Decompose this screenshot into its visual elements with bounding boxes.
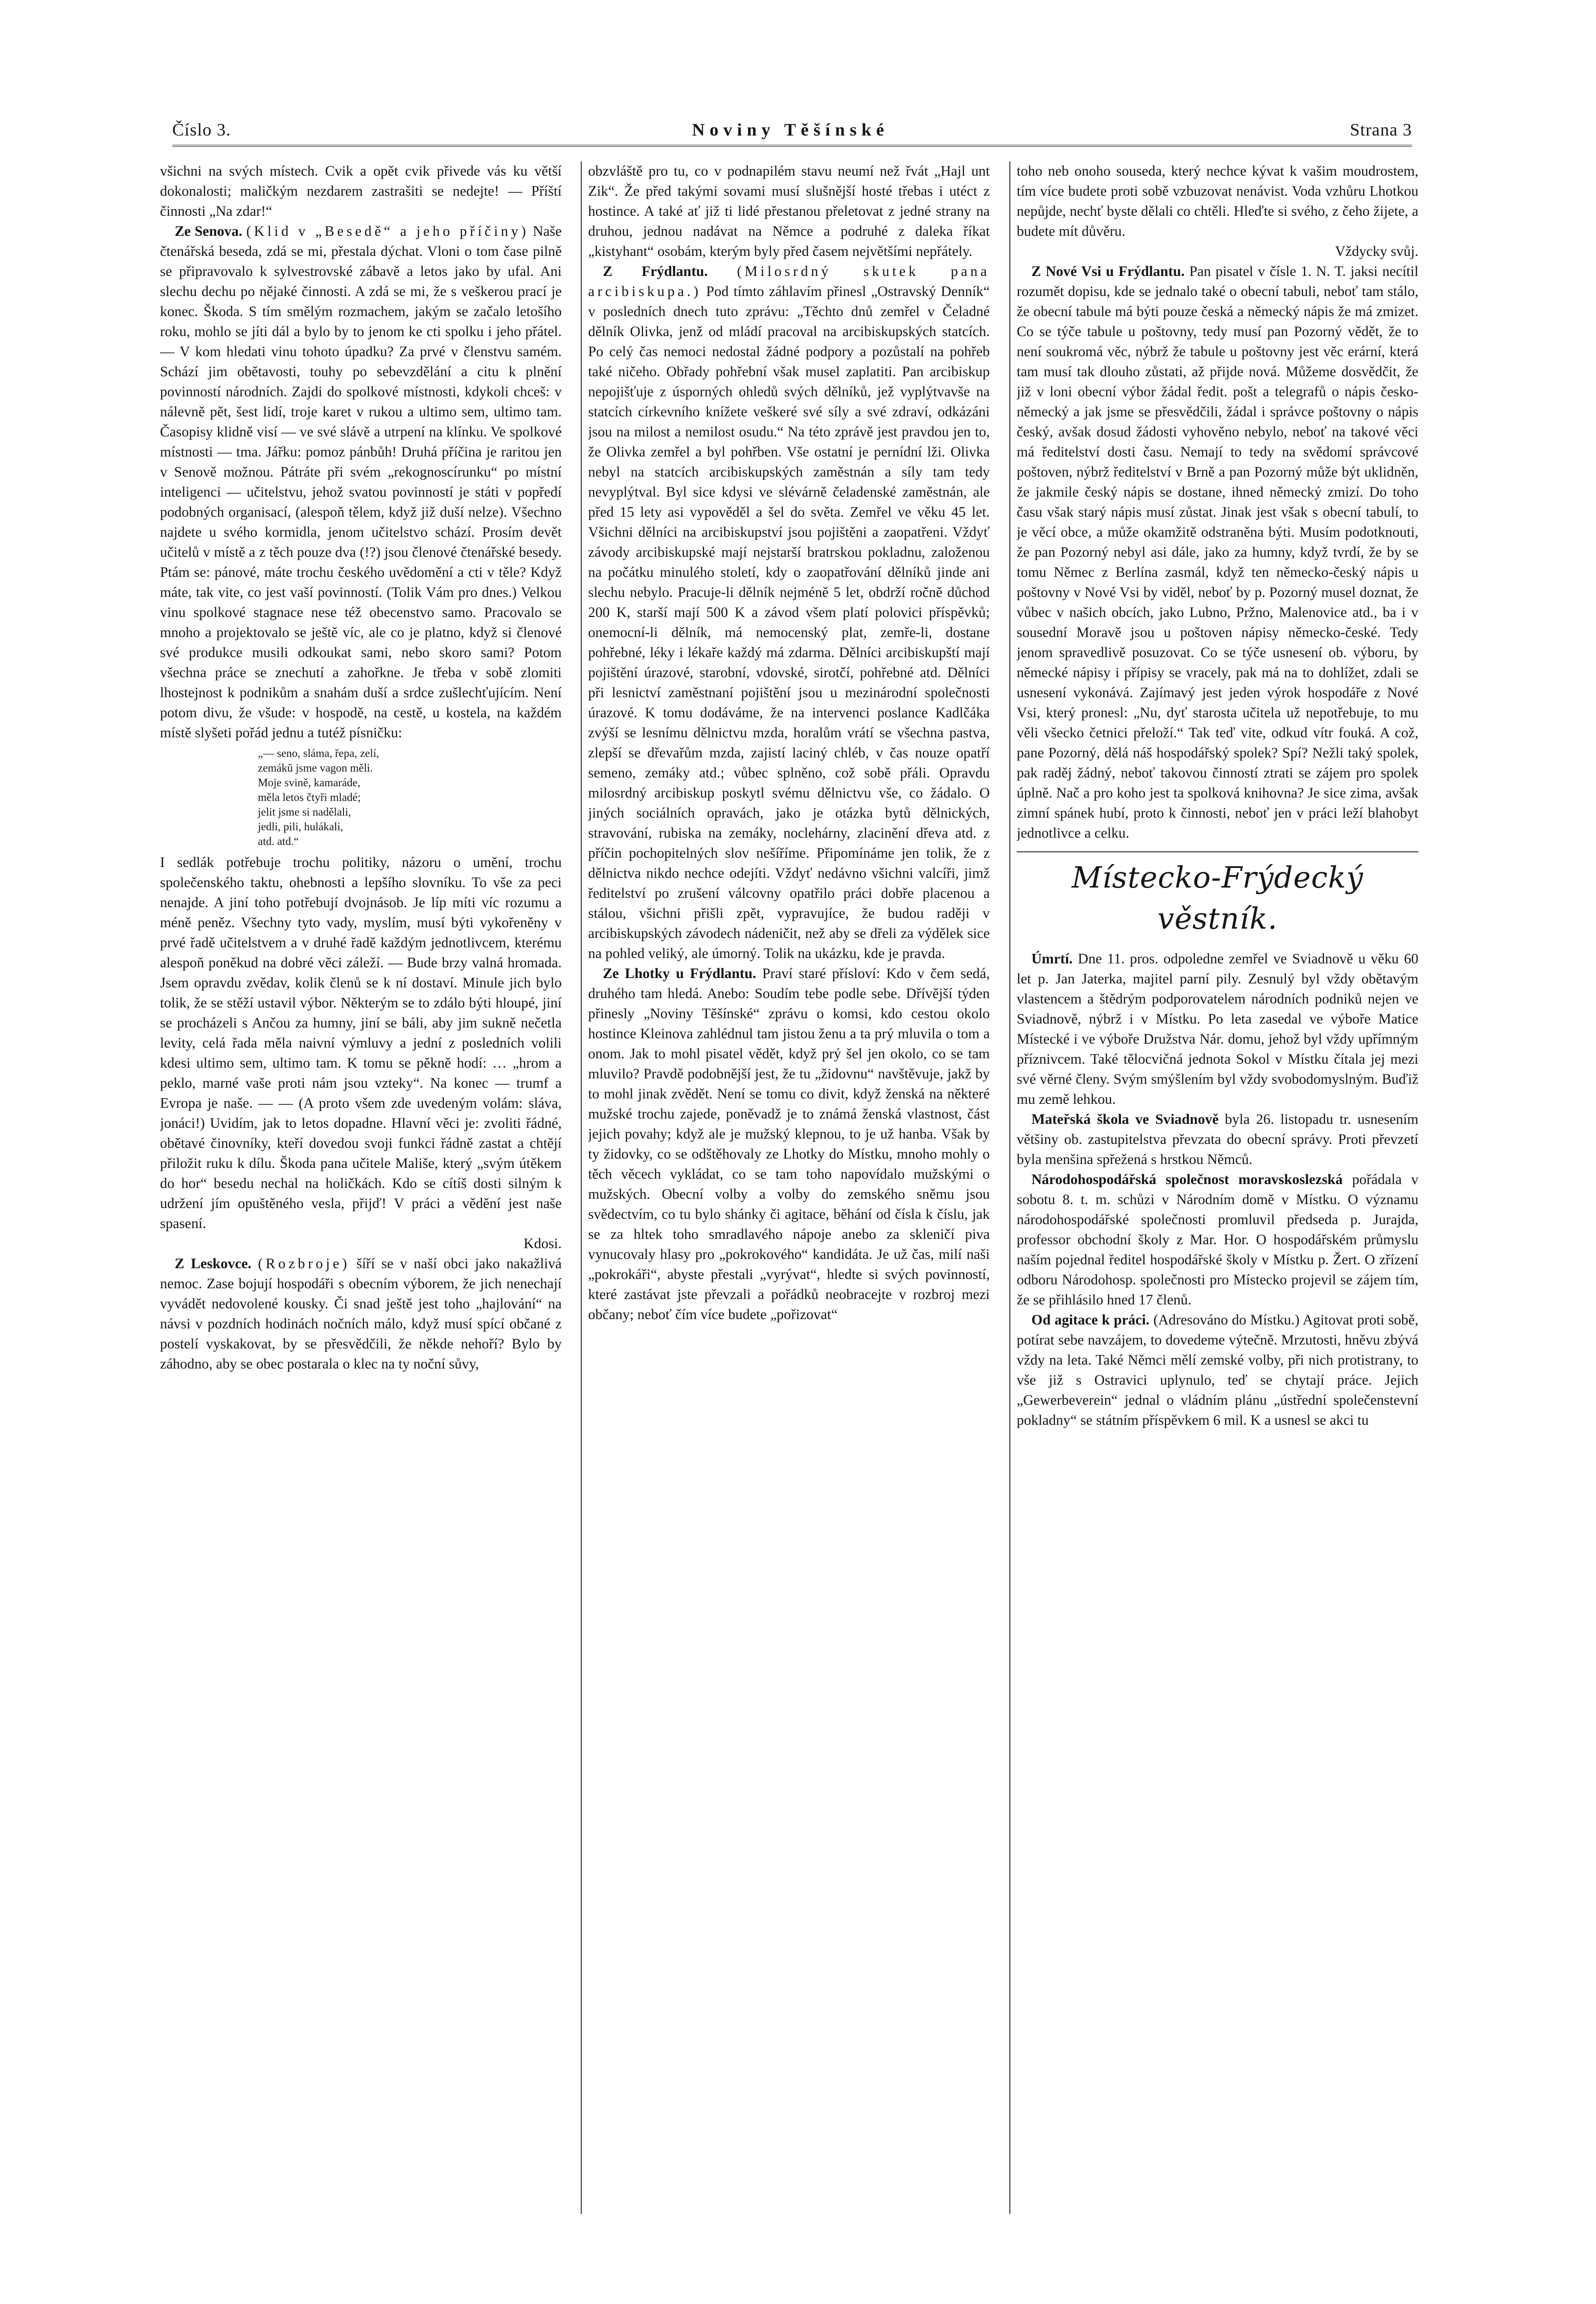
- column-3: [1017, 161, 1418, 2214]
- article-body: Pod tímto záhlavím přinesl „Ostravský Denník“ v posledních dnech tuto zprávu: „Těchto dnů zemřel v Čeladné dělník Olivka, jenž od mládí pracoval na arcibiskupských statcích. Po celý čas nemoci nedostal žádné podpory a pozůstalí na pohřeb také ničeho. Obřady pohřební však musel zaplatiti. Pan arcibiskup nepojišťuje z úsporných ohledů svých dělníků, jež vyplýtvavše na statcích církevního knížete veškeré své síly a své zdraví, odkázáni jsou na milost a nemilost osudu.“ Na této zprávě jest pravdou jen to, že Olivka zemřel a byl pohřben. Vše ostatní je pernídní lži. Olivka nebyl na statcích arcibiskupských zaměstnán a síly tam tedy nevyplýtval. Byl sice kdysi ve slévárně čeladenské zaměstnán, ale před 15 lety asi vypověděl a šel do světa. Zemřel ve věku 45 let. Všichni dělníci na arcibiskupství jsou pojištěni a zaopatřeni. Vždyť závody arcibiskupské mají nejstarší bratrskou pokladnu, založenou na počátku minulého století, kdy o zaopatřování dělníků jinde ani slechu nebylo. Pracuje-li dělník nejméně 5 let, obdrží ročně důchod 200 K, starší mají 500 K a závod všem platí polovici příspěvků; onemocní-li dělník, má nemocenský plat, zemře-li, dostane pohřebné, léky i lékaře každý má zdarma. Dělníci arcibiskupští mají pojištění úrazové, starobní, vdovské, sirotčí, pohřebné atd. Dělníci při lesnictví zaměstnaní pojištění jsou u mezinárodní společnosti úrazové. K tomu dodáváme, že na intervenci poslance Kadlčáka zvýší se lesnímu dělnictvu mzda, horalům vrátí se všechna pastva, zlepší se dřevařům mzda, zajistí laciný chléb, v čas nouze opatří semeno, zemáky atd.; vůbec splněno, což sobě přáli. Opravdu milosrdný arcibiskup poskytl svému dělnictvu vše, co žádalo. O jiných sociálních opravách, jako je otázka bytů dělnických, stravování, rubiska na zemáky, noclehárny, zlacinění dřeva atd. z příčin pochopitelných slov nešíříme. Připomínáme jen tolik, že z dělnictva nikdo nechce odejíti. Vždyť nedávno všichni valcíři, jimž ředitelství po zrušení válcovny opatřilo práci dobře placenou a stálou, všichni přišli zpět, vypravujíce, že budou raději v arcibiskupských závodech nádeničit, než aby se dřeli za výdělek sice na pohled veliký, ale úmorný. Tolik na ukázku, kde je pravda.: [588, 284, 990, 961]
- column-1: [160, 161, 562, 2214]
- section-title: Místecko-Frýdecký věstník.: [1072, 861, 1364, 936]
- article-od-agitace: [1017, 1310, 1418, 1431]
- poem-line: Moje svině, kamaráde,: [258, 776, 361, 789]
- poem-line: měla letos čtyři mladé;: [258, 791, 361, 803]
- poem-line: jedli, pili, hulákali,: [258, 821, 343, 833]
- article-body: (Adresováno do Místku.) Agitovat proti sobě, potírat sebe navzájem, to dovedeme výtečně. Mrzutosti, hněvu zbývá vždy na leta. Také Němci mělí zemské volby, při nich protistrany, to vše již s Ostravici uplynulo, teď se chytají práce. Jejich „Gewerbeverein“ jednal o vládním plánu „ústřední společenstevní pokladny“ se státním příspěvkem 6 mil. K a usnesl se akci tu: [1017, 1312, 1418, 1428]
- article-body: Naše čtenářská beseda, zdá se mi, přestala dýchat. Vloni o tom čase pilně se připravovalo k sylvestrovské zábavě a letos jako by ufal. Ani slechu dechu po nějaké činnosti. A zdá se mi, že s veškerou prací je konec. Škoda. S tím smělým rozmachem, jakým se začalo letošího roku, mohlo se jíti dál a bylo by to jenom ke cti spolku i jeho přátel. — V kom hledati vinu tohoto úpadku? Za prvé v členstvu samém. Schází jim obětavosti, touhy po sebevzdělání a citu k plnění povinností národních. Zajdi do spolkové místnosti, kdykoli chceš: v nálevně pět, šest lidí, troje karet v rukou a ultimo sem, ultimo tam. Časopisy klidně visí — ve své slávě a utrpení na klínku. Ve spolkové místnosti — tma. Jářku: pomoz pánbůh! Druhá příčina je raritou jen v Senově možnou. Pátráte při svém „rekognoscírunku“ po místní inteligenci — učitelstvu, jehož svatou povinností je státi v popředí podobných organisací, (alespoň tělem, když již duší nelze). Všechno najdete u svého kormidla, jenom učitelstvo schází. Prosím devět učitelů v místě a z těch pouze dva (!?) jsou členové čtenářské besedy. Ptám se: pánové, máte trochu českého uvědomění a cti v těle? Když máte, tak vite, co jest vaší povinností. (Tolik Vám pro dnes.) Velkou vinu spolkové stagnace nese též obecenstvo samo. Pracovalo se mnoho a projektovalo se ještě víc, ale co je platno, když si členové své produkce musili odkoukat sami, nebo skoro sami? Potom všechna práce se znechutí a zahořkne. Je třeba v sobě zlomiti lhostejnost k podnikům a snahám duší a srdce zušlechťujícím. Není potom divu, že všude: v hospodě, na cestě, u kostela, na každém místě slyšeti pořád jednu a tutéž písničku:: [160, 224, 562, 741]
- poem-line: atd. atd.“: [258, 835, 299, 847]
- newspaper-title: Noviny Těšínské: [692, 120, 889, 139]
- article-heading: Ze Lhotky u Frýdlantu.: [603, 966, 756, 981]
- column-divider: [581, 161, 582, 2214]
- page-header: [172, 115, 1412, 140]
- article-body: šíří se v naší obci jako nakažlivá nemoc. Zase bojují hospodáři s obecním výborem, že jich nenechají vyvádět nedovolené kousky. Či snad ještě jest toho „hajlování“ na návsi v pozdních hodinách nočních málo, když musí spící občané z postelí vyskakovat, by se přesvědčili, že někde nehoří? Bylo by záhodno, aby se obec postarala o klec na ty noční sůvy,: [160, 1256, 562, 1372]
- poem: [258, 746, 562, 849]
- article-senov: [160, 222, 562, 743]
- article-signature: Kdosi.: [524, 1236, 562, 1252]
- article-materska-skola: [1017, 1110, 1418, 1170]
- article-signature: Vždycky svůj.: [1335, 244, 1418, 259]
- article-heading: Národohospodářská společnost moravskoslezská: [1031, 1172, 1343, 1187]
- issue-number: Číslo 3.: [172, 120, 231, 139]
- article-umrti: [1017, 949, 1418, 1110]
- article-heading: Z Frýdlantu.: [603, 264, 708, 279]
- article-continuation: toho neb onoho souseda, který nechce kývat k vašim moudrostem, tím více budete proti sobě vzbuzovat nenávist. Voda vzhůru Lhotkou nepůjde, nechť byste dělali co chtěli. Hleďte si svého, z čeho žijete, a budete mít důvěru.: [1017, 163, 1418, 239]
- article-heading: Ze Senova.: [175, 224, 243, 239]
- article-subheading: (Rozbroje): [258, 1256, 350, 1272]
- article-continuation: všichni na svých místech. Cvik a opět cvik přivede vás ku větší dokonalosti; maličkým nezdarem zastrašiti se nedejte! — Příští činnosti „Na zdar!“: [160, 163, 562, 219]
- article-body: pořádala v sobotu 8. t. m. schůzi v Národním domě v Místku. O významu národohospodářské společnosti promluvil předseda p. Jurajda, professor obchodní školy z Mar. Hor. O hospodářském průmyslu naším pojednal ředitel hospodářské školy v Místku p. Žert. O zřízení odboru Národohosp. společnosti pro Místecko projevil se zájem tím, že se přihlásilo hned 17 členů.: [1017, 1172, 1418, 1308]
- article-leskovec: [160, 1254, 562, 1374]
- article-continuation: obzvláště pro tu, co v podnapilém stavu neumí než řvát „Hajl unt Zik“. Že před takými sovami musí slušnější hosté třebas i utéct z hostince. A také ať již ti lidé přestanou přeletovat z jedné strany na druhou, jednou nadávat na Němce a podruhé z daleka říkat „kistyhant“ osobám, kterým byly před časem největšími nepřátely.: [588, 163, 990, 259]
- article-nova-ves: [1017, 262, 1418, 844]
- section-rule: [1017, 851, 1418, 852]
- article-frydlant: [588, 262, 990, 964]
- article-heading: Od agitace k práci.: [1031, 1312, 1150, 1328]
- article-heading: Úmrtí.: [1031, 951, 1073, 967]
- article-body: Pan pisatel v čísle 1. N. T. jaksi necítil rozumět dopisu, kde se jednalo také o obecní tabuli, neboť tam stálo, že obecní tabule má býti pouze česká a německý nápis že má zmizet. Co se týče tabule u poštovny, tedy musí pan Pozorný vědět, že to není soukromá věc, nýbrž že tabule u poštovny jest věc erární, která tam musí tak dlouho zůstati, až přijde nová. Můžeme dosvědčit, že již v loni obecní výbor žádal ředit. pošt a telegrafů o nápis česko-německý a jak jsme se přesvědčili, žádal i správce poštovny o nápis český, avšak dosud žádosti vyhověno nebylo, neboť na takové věci má ředitelství dosti času. Nemají to tedy na svědomí správcové poštoven, nýbrž ředitelství v Brně a pan Pozorný může být uklidněn, že jakmile český nápis se dostane, ihned německý zmizí. Do toho času však starý nápis musí zůstat. Jinak jest však s obecní tabulí, to je věcí obce, a může okamžitě odstraněna býti. Musím podotknouti, že pan Pozorný nebyl asi dále, jako za humny, když tvrdí, že by se tomu Němec z Berlína zasmál, když ten německo-český nápis u poštovny v Nové Vsi by viděl, neboť by p. Pozorný musel doznat, že vůbec v našich obcích, jako Lubno, Pržno, Malenovice atd., ba i v sousední Moravě jsou u poštoven nápisy německo-české. Tedy jenom spravedlivě posuzovat. Co se týče usnesení ob. výboru, by německé nápisy i přípisy se vracely, pak má na to dohlížet, zdali se usnesení vykonává. Zajímavý jest jeden výrok hospodáře z Nové Vsi, který pronesl: „Nu, dyť starosta učitela už nepotřebuje, to mu věli všecko četnici přeloží.“ Tak teď vite, odkud vítr fouká. A což, pane Pozorný, dělá náš hospodářský spolek? Spí? Nežli taký spolek, pak raděj žádný, neboť takovou činností ztrati se zájem pro spolek úplně. Nač a pro koho jest ta spolková knihovna? Je sice zima, avšak zimní spánek hubí, proto k činnosti, neboť jen v práci leží blahobyt jednotlivce a celku.: [1017, 264, 1418, 841]
- article-narodohospodarska: [1017, 1170, 1418, 1310]
- article-body: Dne 11. pros. odpoledne zemřel ve Sviadnově u věku 60 let p. Jan Jaterka, majitel parní pily. Zesnulý byl vždy obětavým vlastencem a štědrým podporovatelem národních podniků nejen ve Sviadnově, nýbrž i v Místku. Po leta zasedal ve výboře Matice Místecké i ve výboře Družstva Nár. domu, jehož byl vždy upřímným příznivcem. Také tělocvičná jednota Sokol v Místku čítala jej mezi své věrné členy. Svým smýšlením byl vždy svobodomyslným. Buďiž mu země lehkou.: [1017, 951, 1418, 1107]
- poem-line: „— seno, sláma, řepa, zelí,: [258, 747, 379, 759]
- article-heading: Z Nové Vsi u Frýdlantu.: [1031, 264, 1185, 279]
- column-divider: [1009, 161, 1010, 2214]
- article-heading: Z Leskovce.: [175, 1256, 251, 1272]
- article-subheading: (Milosrdný skutek pana arcibiskupa.): [588, 264, 990, 299]
- article-body: byla 26. listopadu tr. usnesením většiny ob. zastupitelstva převzata do obecní správy. Proti převzetí byla menšina spřežená s hrstkou Němců.: [1017, 1112, 1418, 1167]
- article-body: I sedlák potřebuje trochu politiky, názoru o umění, trochu společenského taktu, ohebnosti a lepšího slovníku. To vše za peci nenajde. A jiní toho potřebují dvojnásob. Je líp míti víc rozumu a méně peněz. Všechny tyto vady, myslím, musí býti vykořeněny v prvé řadě učitelstvem a v druhé řadě každým jednotlivcem, kterému alespoň poněkud na dobré věci záleží. — Bude brzy valná hromada. Jsem opravdu zvědav, kolik členů se k ní dostaví. Minule jich bylo tolik, že se stěží ustavil výbor. Některým se to zdálo býti hloupé, jiní se procházeli s Ančou za humny, jiní se báli, aby jim sukně nečetla levity, celá řada měla naivní výmluvy a jední z posledních volili kdesi ultimo sem, ultimo tam. K tomu se pěkně hodí: … „hrom a peklo, marné vaše proti nám jsou vzteky“. Na konec — trumf a Evropa je naše. — — (A proto všem zde uvedeným volám: sláva, jonáci!) Uvidím, jak to letos dopadne. Hlavní věci je: zvoliti řádné, obětavé činovníky, kteří dovedou svoji funkci řádně zastat a chtějí přiložit ruku k dílu. Škoda pana učitele Mališe, který „svým útěkem do hor“ besedu nechal na holičkách. Kdo se cítíš dosti silným k udržení jím opuštěného vesla, přijď! V práci a vědění jest naše spasení.: [160, 855, 562, 1232]
- column-2: [588, 161, 990, 2214]
- header-rule: [172, 145, 1412, 147]
- poem-line: zemákŭ jsme vagon měli.: [258, 762, 373, 774]
- article-heading: Mateřská škola ve Sviadnově: [1031, 1112, 1219, 1127]
- article-subheading: (Klid v „Besedě“ a jeho příčiny): [246, 224, 529, 239]
- poem-line: jelit jsme si nadělali,: [258, 806, 351, 818]
- page-number: Strana 3: [1350, 120, 1412, 139]
- article-body: Praví staré přísloví: Kdo v čem sedá, druhého tam hledá. Anebo: Soudím tebe podle sebe. Dřívější týden přinesly „Noviny Těšínské“ zprávu o komsi, kdo cestou okolo hostince Kleinova zahlédnul tam jistou ženu a ta prý mluvila o tom a onom. Jak to mohl pisatel vědět, když prý šel jen okolo, co se tam mluvilo? Pravdě podobnější jest, že tu „židovnu“ navštěvuje, jakž by to mohl jinak zvědět. Není se tomu co divit, když ženská na některé mužské trochu zajede, poněvadž je to známá ženská vlastnost, část jejich povahy; když ale je mužský klepnou, to je už hanba. Však by ty židovky, co se odštěhovaly ze Lhotky do Místku, mnoho mohly o těch věcech vykládat, co se tam toho napovídalo mužskými o mužských. Obecní volby a volby do zemského sněmu jsou svědectvím, co tu bylo shánky či agitace, běhání od čísla k číslu, jak se za hltek toho smradlavého nápoje anebo za skleničí piva vynucovaly hlasy pro „pokrokového“ kandidáta. Je už čas, milí naši „pokrokáři“, abyste přestali „vyrývat“, hledte si svých povinností, které zastávat jste převzali a pořádků neobracejte v rozbroj mezi občany; neboť čím více budete „pořizovat“: [588, 966, 990, 1323]
- article-lhotka: [588, 964, 990, 1325]
